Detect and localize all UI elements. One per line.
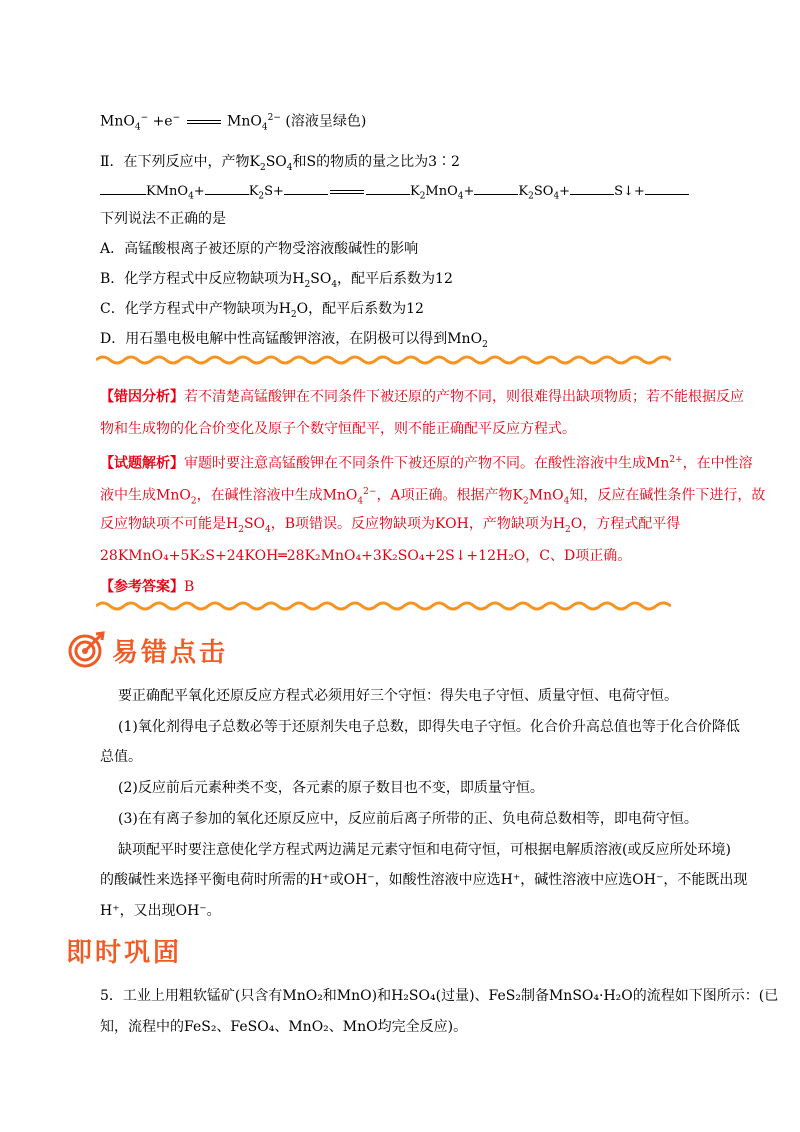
target-icon bbox=[66, 630, 106, 670]
wave-divider bbox=[96, 354, 671, 366]
solution-line3: 反应物缺项不可能是$H_2SO_4$，B项错误。反应物缺项为KOH，产物缺项为$H_2O$，方程式配平得 bbox=[100, 516, 681, 535]
paragraph: H⁺，又出现OH⁻。 bbox=[100, 903, 221, 919]
section-header-errors bbox=[66, 630, 228, 670]
question-stem: 下列说法不正确的是 bbox=[100, 211, 226, 227]
half-reaction: MnO$_4$− +e− MnO$_4^{2-}$ (溶液呈绿色) bbox=[100, 113, 367, 133]
question-intro: Ⅱ．在下列反应中，产物$K_2SO_4$和S的物质的量之比为3∶2 bbox=[100, 154, 460, 173]
error-analysis: 【错因分析】若不清楚高锰酸钾在不同条件下被还原的产物不同，则很难得出缺项物质；若不能根据反应 bbox=[100, 389, 744, 405]
section-header-practice bbox=[66, 930, 182, 970]
option-d: D．用石墨电极电解中性高锰酸钾溶液，在阴极可以得到MnO$_2$ bbox=[100, 331, 488, 350]
option-a: A．高锰酸根离子被还原的产物受溶液酸碱性的影响 bbox=[100, 241, 419, 257]
section-title: 易错点击 bbox=[112, 637, 229, 668]
paragraph: (3)在有离子参加的氧化还原反应中，反应前后离子所带的正、负电荷总数相等，即电荷守恒。 bbox=[118, 811, 698, 827]
section-title: 即时巩固 bbox=[66, 937, 183, 968]
option-b: B．化学方程式中反应物缺项为$H_2SO_4$，配平后系数为12 bbox=[100, 271, 453, 290]
solution-line2: 液中生成MnO$_2$，在碱性溶液中生成MnO$_4^{2-}$，A项正确。根据产物$K_2MnO_4$知，反应在碱性条件下进行，故 bbox=[100, 487, 766, 507]
paragraph: (2)反应前后元素种类不变，各元素的原子数目也不变，即质量守恒。 bbox=[118, 780, 544, 796]
blank-equation: KMnO$_4$+ $K_2S+ K_2MnO_4+ K_2SO_4+$ S↓+ bbox=[100, 180, 705, 208]
paragraph: 总值。 bbox=[100, 749, 142, 765]
paragraph: (1)氧化剂得电子总数必等于还原剂失电子总数，即得失电子守恒。化合价升高总值也等于化合价降低 bbox=[118, 719, 740, 735]
question-5-cont: 知，流程中的FeS₂、FeSO₄、MnO₂、MnO均完全反应)。 bbox=[100, 1019, 468, 1035]
paragraph: 要正确配平氧化还原反应方程式必须用好三个守恒：得失电子守恒、质量守恒、电荷守恒。 bbox=[118, 688, 678, 704]
equals-sign bbox=[187, 120, 221, 124]
error-analysis-cont: 物和生成物的化合价变化及原子个数守恒配平，则不能正确配平反应方程式。 bbox=[100, 421, 576, 437]
reference-answer: 【参考答案】B bbox=[100, 579, 195, 595]
balanced-equation: 28KMnO₄+5K₂S+24KOH═28K₂MnO₄+3K₂SO₄+2S↓+12H₂O，C、D项正确。 bbox=[100, 548, 632, 564]
solution-analysis: 【试题解析】审题时要注意高锰酸钾在不同条件下被还原的产物不同。在酸性溶液中生成$Mn^{2+}$，在中性溶 bbox=[100, 455, 753, 472]
option-c: C．化学方程式中产物缺项为$H_2O$，配平后系数为12 bbox=[100, 301, 424, 320]
paragraph: 缺项配平时要注意使化学方程式两边满足元素守恒和电荷守恒，可根据电解质溶液(或反应所处环境) bbox=[118, 842, 731, 858]
question-5: 5．工业上用粗软锰矿(只含有MnO₂和MnO)和H₂SO₄(过量)、FeS₂制备MnSO₄·H₂O的流程如下图所示：(已 bbox=[100, 988, 779, 1004]
paragraph: 的酸碱性来选择平衡电荷时所需的H⁺或OH⁻，如酸性溶液中应选H⁺，碱性溶液中应选OH⁻，不能既出现 bbox=[100, 872, 748, 888]
wave-divider bbox=[96, 600, 671, 612]
